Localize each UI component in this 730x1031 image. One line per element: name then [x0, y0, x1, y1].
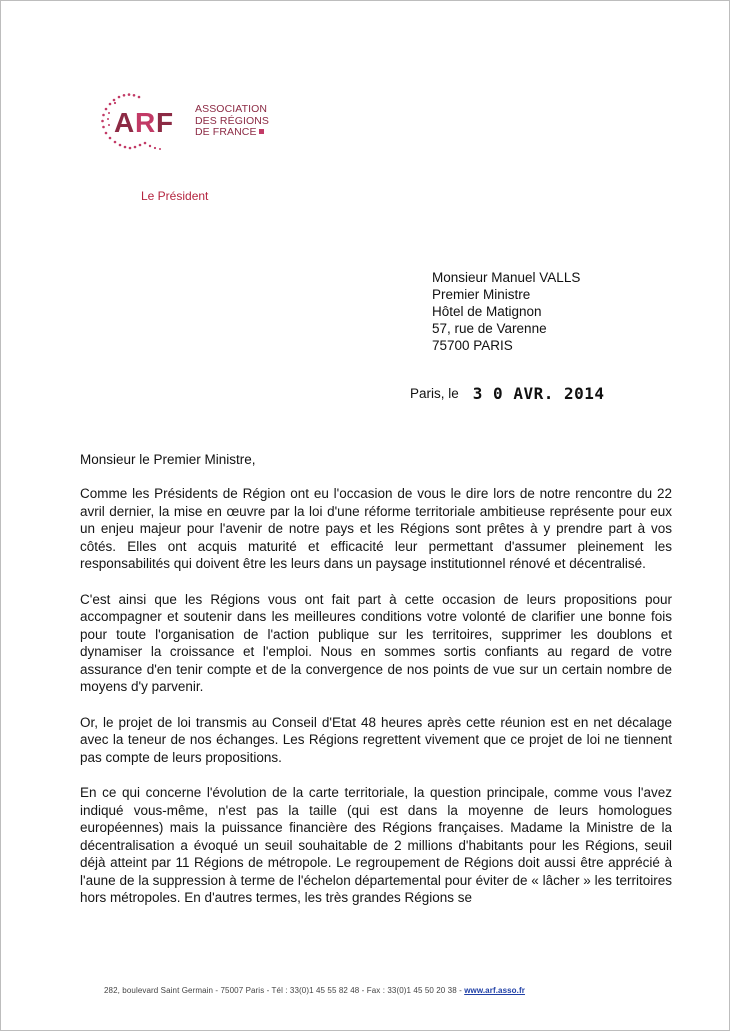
paragraph-3: Or, le projet de loi transmis au Conseil d'Etat 48 heures après cette réunion est en net décalage avec la teneur de nos échanges. Les Régions regrettent vivement que ce projet de loi ne tiennent pas compte de leurs propositions.: [80, 714, 672, 765]
svg-text:R: R: [135, 107, 156, 138]
letter-body: [80, 485, 672, 925]
recipient-name: Monsieur Manuel VALLS: [432, 270, 581, 285]
svg-text:A: A: [114, 107, 135, 138]
paragraph-4: En ce qui concerne l'évolution de la carte territoriale, la question principale, comme vous l'avez indiqué vous-même, n'est pas la taille (qui est dans la moyenne de leurs homologues européennes) mais la puissance financière des Régions françaises. Madame la Ministre de la décentralisation a évoqué un seuil souhaitable de 2 millions d'habitants pour les Régions, seuil déjà atteint par 11 Régions de métropole. Le regroupement de Régions doit aussi être apprécié à l'aune de la suppression à terme de l'échelon départemental pour éviter de « lâcher » les territoires hors métropoles. En d'autres termes, les très grandes Régions se: [80, 785, 672, 905]
logo-line-1: ASSOCIATION: [195, 103, 268, 115]
arf-logo-text: [195, 104, 269, 139]
arf-logo: [100, 92, 270, 156]
svg-text:F: F: [156, 107, 174, 138]
logo-square-icon: [259, 129, 264, 134]
footer-address: 282, boulevard Saint Germain - 75007 Paris - Tél : 33(0)1 45 55 82 48 - Fax : 33(0)1 45 50 20 38 -: [104, 986, 465, 995]
recipient-street: 57, rue de Varenne: [432, 321, 547, 336]
recipient-role: Premier Ministre: [432, 287, 531, 302]
place-date-prefix: Paris, le: [410, 386, 459, 401]
date-stamp: 3 0 AVR. 2014: [472, 384, 605, 403]
logo-line-2: DES RÉGIONS: [195, 114, 270, 127]
paragraph-1: Comme les Présidents de Région ont eu l'occasion de vous le dire lors de notre rencontre du 22 avril dernier, la mise en œuvre par la loi d'une réforme territoriale ambitieuse représente pour eux un enjeu majeur pour l'avenir de notre pays et les Régions sont prêtes à y prendre part à vos côtés. Elles ont acquis maturité et efficacité leur permettant d'assumer pleinement les responsabilités qui doivent être les leurs dans un paysage institutionnel rénové et décentralisé.: [80, 486, 672, 571]
recipient-city: 75700 PARIS: [432, 338, 513, 353]
paragraph-2: C'est ainsi que les Régions vous ont fait part à cette occasion de leurs propositions pour accompagner et soutenir dans les meilleures conditions votre volonté de clarifier une bonne fois pour toute l'organisation de l'action publique sur les territoires, supprimer les doublons et dynamiser la croissance et l'emploi. Nous en sommes sortis confiants au regard de votre assurance d'en tenir compte et de la convergence de nos points de vue sur un certain nombre de moyens d'y parvenir.: [80, 591, 672, 694]
place-date: [410, 384, 605, 403]
salutation: Monsieur le Premier Ministre,: [80, 452, 256, 467]
arf-logo-mark: [100, 92, 192, 156]
footer: [104, 986, 525, 995]
sender-title: Le Président: [141, 189, 209, 203]
recipient-address: [432, 269, 580, 354]
recipient-building: Hôtel de Matignon: [432, 304, 542, 319]
logo-line-3: DE FRANCE: [195, 127, 269, 139]
footer-website-link[interactable]: www.arf.asso.fr: [464, 986, 525, 995]
